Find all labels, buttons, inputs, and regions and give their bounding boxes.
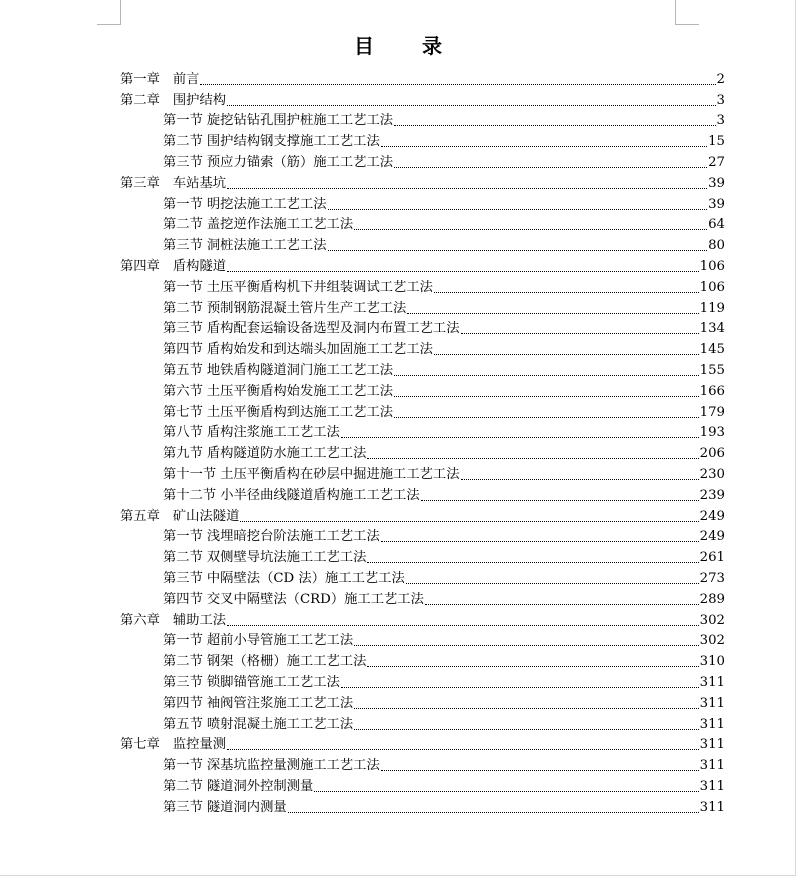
toc-entry-number: 第三章 <box>120 175 160 191</box>
toc-entry-label <box>163 696 353 712</box>
toc-section-entry[interactable] <box>120 379 725 400</box>
toc-section-entry[interactable] <box>120 400 725 421</box>
toc-entry-number: 第一节 <box>163 196 203 212</box>
toc-section-entry[interactable] <box>120 441 725 462</box>
toc-section-entry[interactable] <box>120 629 725 650</box>
toc-entry-number: 第三节 <box>163 570 203 586</box>
toc-entry-label <box>120 613 226 629</box>
toc-entry-label <box>163 342 433 358</box>
toc-dot-leader <box>434 353 699 355</box>
toc-entry-number: 第二章 <box>120 92 160 108</box>
toc-section-entry[interactable] <box>120 421 725 442</box>
toc-chapter-entry[interactable] <box>120 733 725 754</box>
toc-page-number: 311 <box>699 799 725 815</box>
toc-page-number: 249 <box>699 529 725 545</box>
toc-entry-label <box>163 197 327 213</box>
toc-entry-text: 土压平衡盾构始发施工工艺工法 <box>206 383 394 399</box>
toc-section-entry[interactable] <box>120 275 725 296</box>
toc-entry-label <box>163 321 460 337</box>
toc-entry-label <box>120 176 226 192</box>
toc-entry-text: 锁脚锚管施工工艺工法 <box>206 674 340 690</box>
toc-entry-label <box>163 113 393 129</box>
toc-entry-label <box>163 717 353 733</box>
toc-entry-label <box>120 509 239 525</box>
toc-entry-number: 第七节 <box>163 404 203 420</box>
toc-page-number: 273 <box>699 570 725 586</box>
toc-entry-label <box>163 217 353 233</box>
toc-entry-number: 第二节 <box>163 550 203 566</box>
toc-page-number: 311 <box>699 758 725 774</box>
toc-page-number: 311 <box>699 737 725 753</box>
toc-entry-number: 第三节 <box>163 321 203 337</box>
toc-page-number: 179 <box>699 404 725 420</box>
toc-page-number: 311 <box>699 778 725 794</box>
toc-dot-leader <box>394 395 699 397</box>
toc-chapter-entry[interactable] <box>120 504 725 525</box>
toc-entry-text: 监控量测 <box>172 737 227 753</box>
toc-entry-label <box>163 134 380 150</box>
toc-entry-number: 第三节 <box>163 674 203 690</box>
toc-section-entry[interactable] <box>120 129 725 150</box>
toc-section-entry[interactable] <box>120 483 725 504</box>
toc-entry-label <box>163 675 340 691</box>
toc-entry-number: 第六节 <box>163 383 203 399</box>
toc-page-number: 302 <box>699 633 725 649</box>
toc-entry-text: 盾构注浆施工工艺工法 <box>206 425 340 441</box>
toc-page-number: 302 <box>699 612 725 628</box>
toc-page-number: 261 <box>699 550 725 566</box>
toc-dot-leader <box>394 416 699 418</box>
toc-entry-text: 袖阀管注浆施工工艺工法 <box>206 695 354 711</box>
toc-entry-label <box>163 363 393 379</box>
toc-entry-label <box>163 550 366 566</box>
toc-entry-text: 盾构配套运输设备选型及洞内布置工艺工法 <box>206 321 460 337</box>
toc-entry-label <box>163 446 366 462</box>
toc-section-entry[interactable] <box>120 670 725 691</box>
toc-dot-leader <box>341 436 699 438</box>
toc-dot-leader <box>328 249 708 251</box>
toc-section-entry[interactable] <box>120 525 725 546</box>
toc-entry-number: 第五章 <box>120 508 160 524</box>
toc-page-number: 27 <box>708 154 725 170</box>
toc-entry-label <box>163 467 460 483</box>
toc-page-number: 106 <box>699 279 725 295</box>
toc-entry-text: 隧道洞内测量 <box>206 799 287 815</box>
toc-entry-number: 第四节 <box>163 591 203 607</box>
toc-entry-text: 深基坑监控量测施工工艺工法 <box>206 758 380 774</box>
toc-entry-number: 第二节 <box>163 778 203 794</box>
toc-entry-text: 土压平衡盾构机下井组装调试工艺工法 <box>206 279 433 295</box>
toc-entry-text: 地铁盾构隧道洞门施工工艺工法 <box>206 362 394 378</box>
toc-page-number: 80 <box>708 238 725 254</box>
toc-dot-leader <box>227 187 707 189</box>
toc-page-number: 311 <box>699 695 725 711</box>
toc-page-number: 3 <box>716 113 725 129</box>
toc-entry-text: 旋挖钻钻孔围护桩施工工艺工法 <box>206 113 394 129</box>
toc-entry-number: 第二节 <box>163 134 203 150</box>
toc-dot-leader <box>240 520 698 522</box>
toc-entry-label <box>163 405 393 421</box>
toc-entry-number: 第十二节 <box>163 487 217 503</box>
toc-entry-label <box>163 238 327 254</box>
toc-dot-leader <box>394 166 707 168</box>
toc-entry-text: 中隔壁法（CD 法）施工工艺工法 <box>206 570 405 586</box>
toc-entry-number: 第十一节 <box>163 466 217 482</box>
toc-dot-leader <box>354 228 707 230</box>
toc-section-entry[interactable] <box>120 233 725 254</box>
toc-dot-leader <box>227 748 699 750</box>
toc-dot-leader <box>434 291 699 293</box>
toc-entry-label <box>120 259 226 275</box>
toc-entry-label <box>163 301 406 317</box>
toc-entry-text: 盾构始发和到达端头加固施工工艺工法 <box>206 342 433 358</box>
toc-dot-leader <box>461 332 699 334</box>
toc-page-number: 145 <box>699 342 725 358</box>
toc-entry-number: 第一节 <box>163 113 203 129</box>
toc-section-entry[interactable] <box>120 587 725 608</box>
toc-chapter-entry[interactable] <box>120 254 725 275</box>
toc-entry-label <box>163 592 424 608</box>
toc-section-entry[interactable] <box>120 691 725 712</box>
toc-entry-number: 第四节 <box>163 695 203 711</box>
toc-section-entry[interactable] <box>120 317 725 338</box>
toc-chapter-entry[interactable] <box>120 171 725 192</box>
toc-dot-leader <box>227 270 699 272</box>
toc-dot-leader <box>367 665 698 667</box>
toc-page-number: 155 <box>699 362 725 378</box>
toc-entry-number: 第二节 <box>163 654 203 670</box>
toc-entry-text: 洞桩法施工工艺工法 <box>206 238 327 254</box>
toc-entry-text: 土压平衡盾构到达施工工艺工法 <box>206 404 394 420</box>
toc-entry-text: 盾构隧道 <box>172 258 227 274</box>
toc-page-number: 239 <box>699 487 725 503</box>
toc-entry-label <box>163 488 420 504</box>
toc-entry-text: 矿山法隧道 <box>172 508 240 524</box>
toc-dot-leader <box>367 561 698 563</box>
toc-section-entry[interactable] <box>120 649 725 670</box>
crop-mark-top-right-vertical <box>675 0 676 24</box>
toc-entry-label <box>120 737 226 753</box>
toc-section-entry[interactable] <box>120 150 725 171</box>
toc-entry-number: 第二节 <box>163 217 203 233</box>
toc-page-number: 119 <box>699 300 725 316</box>
toc-page-number: 15 <box>708 134 725 150</box>
toc-dot-leader <box>406 582 699 584</box>
toc-entry-number: 第一节 <box>163 279 203 295</box>
toc-entry-number: 第一节 <box>163 633 203 649</box>
toc-entry-text: 盖挖逆作法施工工艺工法 <box>206 217 354 233</box>
toc-page-number: 289 <box>699 591 725 607</box>
toc-page-number: 39 <box>708 175 725 191</box>
toc-dot-leader <box>394 374 699 376</box>
toc-section-entry[interactable] <box>120 109 725 130</box>
toc-entry-number: 第五节 <box>163 362 203 378</box>
toc-section-entry[interactable] <box>120 337 725 358</box>
toc-entry-label <box>163 384 393 400</box>
toc-page-number: 249 <box>699 508 725 524</box>
toc-entry-label <box>163 800 287 816</box>
toc-dot-leader <box>354 644 698 646</box>
toc-entry-label <box>163 654 366 670</box>
toc-section-entry[interactable] <box>120 545 725 566</box>
toc-section-entry[interactable] <box>120 213 725 234</box>
toc-section-entry[interactable] <box>120 795 725 816</box>
toc-entry-text: 浅埋暗挖台阶法施工工艺工法 <box>206 529 380 545</box>
toc-entry-label <box>163 633 353 649</box>
toc-entry-label <box>120 72 199 88</box>
toc-chapter-entry[interactable] <box>120 67 725 88</box>
toc-dot-leader <box>314 790 698 792</box>
toc-entry-number: 第五节 <box>163 716 203 732</box>
toc-page-number: 3 <box>716 92 725 108</box>
toc-entry-number: 第四章 <box>120 258 160 274</box>
toc-section-entry[interactable] <box>120 753 725 774</box>
toc-dot-leader <box>394 124 715 126</box>
toc-dot-leader <box>407 312 698 314</box>
toc-entry-text: 围护结构钢支撑施工工艺工法 <box>206 134 380 150</box>
toc-entry-label <box>120 93 226 109</box>
crop-mark-top-right-horizontal <box>675 24 699 25</box>
toc-dot-leader <box>461 478 699 480</box>
toc-dot-leader <box>341 686 699 688</box>
toc-entry-label <box>163 758 380 774</box>
toc-entry-number: 第三节 <box>163 154 203 170</box>
toc-title: 目 录 <box>354 34 456 58</box>
crop-mark-top-left-horizontal <box>97 24 121 25</box>
toc-entry-number: 第六章 <box>120 612 160 628</box>
toc-page-number: 2 <box>716 71 725 87</box>
toc-dot-leader <box>421 499 699 501</box>
toc-section-entry[interactable] <box>120 462 725 483</box>
toc-dot-leader <box>354 707 698 709</box>
toc-page-number: 193 <box>699 425 725 441</box>
toc-page-number: 64 <box>708 217 725 233</box>
toc-page-number: 311 <box>699 716 725 732</box>
toc-entry-number: 第一节 <box>163 529 203 545</box>
toc-entry-text: 前言 <box>172 71 200 87</box>
toc-chapter-entry[interactable] <box>120 608 725 629</box>
toc-entry-text: 超前小导管施工工艺工法 <box>206 633 354 649</box>
toc-section-entry[interactable] <box>120 358 725 379</box>
toc-chapter-entry[interactable] <box>120 88 725 109</box>
toc-entry-text: 喷射混凝土施工工艺工法 <box>206 716 354 732</box>
toc-entry-label <box>163 779 313 795</box>
toc-dot-leader <box>381 540 699 542</box>
toc-entry-text: 预制钢筋混凝土管片生产工艺工法 <box>206 300 407 316</box>
toc-entry-number: 第一节 <box>163 758 203 774</box>
toc-entry-text: 辅助工法 <box>172 612 227 628</box>
toc-entry-text: 盾构隧道防水施工工艺工法 <box>206 446 367 462</box>
toc-section-entry[interactable] <box>120 296 725 317</box>
toc-entry-text: 围护结构 <box>172 92 227 108</box>
toc-entry-number: 第九节 <box>163 446 203 462</box>
toc-entry-label <box>163 571 405 587</box>
toc-dot-leader <box>354 728 698 730</box>
toc-entry-number: 第二节 <box>163 300 203 316</box>
toc-dot-leader <box>288 811 699 813</box>
toc-page-number: 230 <box>699 466 725 482</box>
toc-entry-text: 双侧壁导坑法施工工艺工法 <box>206 550 367 566</box>
toc-section-entry[interactable] <box>120 712 725 733</box>
toc-section-entry[interactable] <box>120 774 725 795</box>
toc-page-number: 39 <box>708 196 725 212</box>
toc-entry-text: 钢架（格栅）施工工艺工法 <box>206 654 367 670</box>
table-of-contents <box>120 67 725 816</box>
toc-dot-leader <box>381 769 699 771</box>
toc-dot-leader <box>200 83 715 85</box>
toc-entry-number: 第一章 <box>120 71 160 87</box>
toc-entry-text: 车站基坑 <box>172 175 227 191</box>
toc-entry-text: 预应力锚索（筋）施工工艺工法 <box>206 154 394 170</box>
toc-entry-number: 第八节 <box>163 425 203 441</box>
toc-dot-leader <box>367 457 698 459</box>
toc-dot-leader <box>227 624 699 626</box>
toc-page-number: 106 <box>699 258 725 274</box>
toc-page-number: 166 <box>699 383 725 399</box>
toc-entry-number: 第七章 <box>120 737 160 753</box>
toc-dot-leader <box>328 208 708 210</box>
toc-entry-text: 隧道洞外控制测量 <box>206 778 314 794</box>
toc-entry-label <box>163 155 393 171</box>
toc-entry-text: 土压平衡盾构在砂层中掘进施工工艺工法 <box>220 466 460 482</box>
toc-entry-number: 第三节 <box>163 238 203 254</box>
toc-dot-leader <box>381 145 707 147</box>
toc-entry-label <box>163 280 433 296</box>
toc-entry-number: 第四节 <box>163 342 203 358</box>
toc-page-number: 206 <box>699 446 725 462</box>
toc-entry-text: 小半径曲线隧道盾构施工工艺工法 <box>220 487 420 503</box>
toc-entry-label <box>163 529 380 545</box>
toc-section-entry[interactable] <box>120 566 725 587</box>
toc-section-entry[interactable] <box>120 192 725 213</box>
toc-entry-text: 交叉中隔壁法（CRD）施工工艺工法 <box>206 591 424 607</box>
toc-page-number: 311 <box>699 674 725 690</box>
toc-entry-text: 明挖法施工工艺工法 <box>206 196 327 212</box>
toc-entry-number: 第三节 <box>163 799 203 815</box>
toc-page-number: 310 <box>699 654 725 670</box>
toc-page-number: 134 <box>699 321 725 337</box>
toc-dot-leader <box>425 603 699 605</box>
crop-mark-top-left-vertical <box>120 0 121 24</box>
toc-dot-leader <box>227 104 715 106</box>
toc-entry-label <box>163 425 340 441</box>
